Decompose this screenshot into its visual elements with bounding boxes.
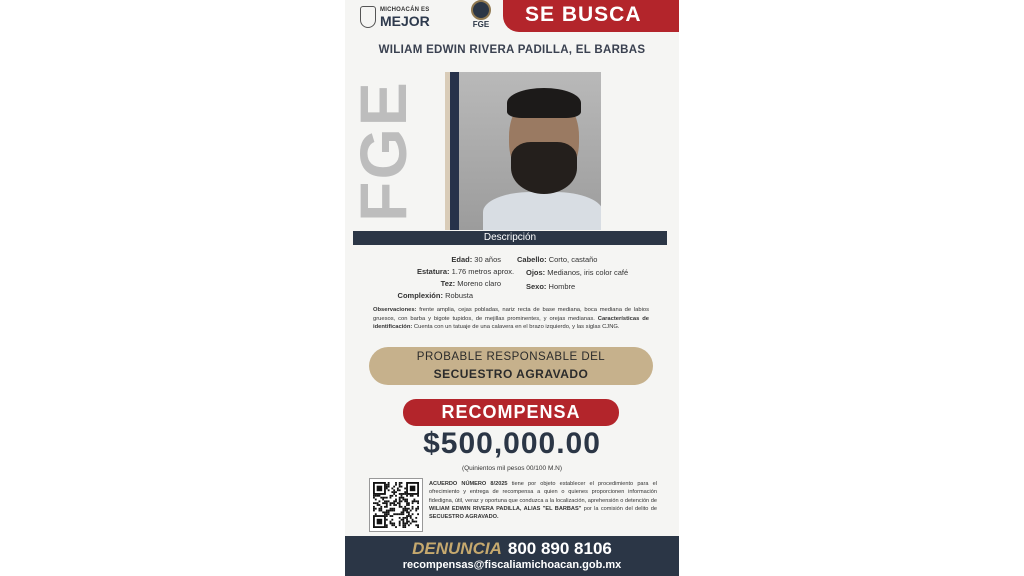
denuncia-label: DENUNCIA	[412, 539, 502, 558]
attr-complexion: Complexión: Robusta	[397, 291, 473, 300]
reward-amount: $500,000.00	[423, 427, 601, 460]
acuerdo-text: ACUERDO NÚMERO 8/2025 tiene por objeto establecer el procedimiento para el ofrecimiento y entrega de recompensa a quien o quienes proporcionen información fidedigna, útil, veraz y oportuna que conduzca a la localización, aprehensión o detención de WILIAM EDWIN RIVERA PADILLA, ALIAS "EL BARBAS" por la comisión del delito de SECUESTRO AGRAVADO.	[429, 481, 658, 521]
responsable-line2: SECUESTRO AGRAVADO	[433, 367, 589, 381]
contact-footer	[345, 536, 679, 576]
shield-icon	[360, 6, 376, 28]
photo-beard	[511, 142, 577, 194]
responsable-line1: PROBABLE RESPONSABLE DEL	[416, 351, 606, 363]
michoacan-logo	[360, 4, 460, 30]
denuncia-line	[345, 539, 679, 559]
attr-cabello: Cabello: Corto, castaño	[517, 255, 598, 264]
attr-ojos: Ojos: Medianos, iris color café	[526, 268, 629, 277]
wanted-poster	[345, 0, 679, 576]
qr-code-icon	[373, 482, 419, 528]
fge-watermark-text: FGE	[346, 80, 420, 222]
attributes-block	[345, 255, 679, 305]
photo-shirt	[483, 192, 601, 230]
suspect-photo	[445, 72, 601, 230]
wanted-name: WILIAM EDWIN RIVERA PADILLA, EL BARBAS	[378, 44, 646, 56]
se-busca-banner: SE BUSCA	[503, 0, 679, 32]
fge-logo	[463, 0, 499, 32]
poster-header	[345, 0, 679, 34]
attr-edad: Edad: 30 años	[451, 255, 501, 264]
state-logo-small-text: MICHOACÁN ES	[380, 7, 430, 13]
observations-text: Observaciones: frente amplia, cejas pobladas, nariz recta de base mediana, boca mediana de labios gruesos, con barba y bigote tupidos, de mejillas prominentes, y orejas medianas. Características de identificación: Cuenta con un tatuaje de una calavera en el brazo izquierdo, y las siglas CJNG.	[373, 307, 649, 331]
fge-watermark	[346, 71, 420, 231]
photo-background	[459, 72, 601, 230]
state-logo-big-text: MEJOR	[380, 13, 430, 29]
contact-email[interactable]: recompensas@fiscaliamichoacan.gob.mx	[402, 559, 622, 571]
description-title: Descripción	[353, 231, 667, 245]
attr-estatura: Estatura: 1.76 metros aprox.	[417, 267, 515, 276]
photo-dark-bar	[450, 72, 459, 230]
attr-tez: Tez: Moreno claro	[440, 279, 501, 288]
photo-hair	[507, 88, 581, 118]
phone-number[interactable]: 800 890 8106	[507, 539, 612, 558]
qr-code[interactable]	[369, 478, 423, 532]
reward-amount-words: (Quinientos mil pesos 00/100 M.N)	[461, 465, 563, 472]
reward-label: RECOMPENSA	[403, 399, 619, 426]
attr-sexo: Sexo: Hombre	[526, 282, 576, 291]
fge-logo-text: FGE	[472, 20, 490, 29]
responsable-badge	[369, 347, 653, 385]
seal-icon	[471, 0, 491, 20]
